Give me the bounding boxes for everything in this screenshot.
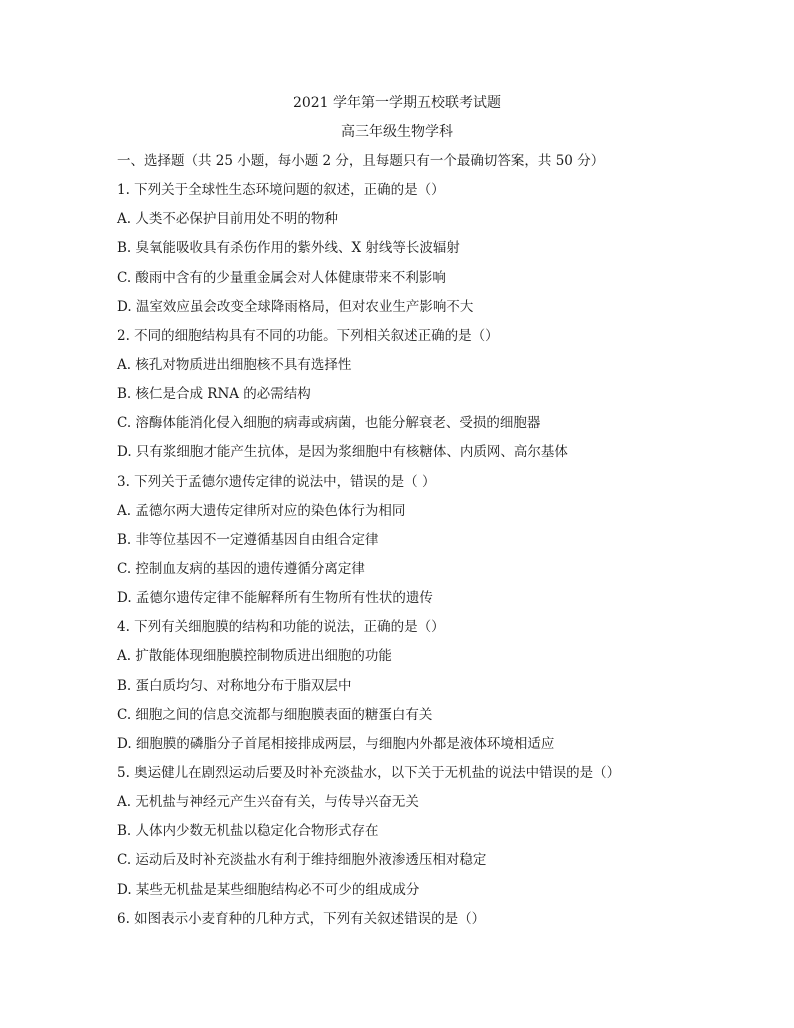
question-1-option-a: A. 人类不必保护目前用处不明的物种 bbox=[117, 211, 338, 228]
question-3-option-d: D. 孟德尔遗传定律不能解释所有生物所有性状的遗传 bbox=[117, 590, 433, 607]
question-3-option-b: B. 非等位基因不一定遵循基因自由组合定律 bbox=[117, 531, 379, 548]
question-4-option-c: C. 细胞之间的信息交流都与细胞膜表面的糖蛋白有关 bbox=[117, 706, 433, 723]
question-3-option-a: A. 孟德尔两大遗传定律所对应的染色体行为相同 bbox=[117, 502, 406, 519]
exam-subtitle: 高三年级生物学科 bbox=[341, 124, 453, 140]
question-3-stem: 3. 下列关于孟德尔遗传定律的说法中，错误的是（ ） bbox=[117, 473, 436, 490]
question-6-stem: 6. 如图表示小麦育种的几种方式，下列有关叙述错误的是（） bbox=[117, 910, 486, 927]
exam-title: 2021 学年第一学期五校联考试题 bbox=[292, 95, 502, 111]
question-1-option-d: D. 温室效应虽会改变全球降雨格局，但对农业生产影响不大 bbox=[117, 298, 474, 315]
question-5-option-a: A. 无机盐与神经元产生兴奋有关，与传导兴奋无关 bbox=[117, 794, 419, 811]
question-4-option-a: A. 扩散能体现细胞膜控制物质进出细胞的功能 bbox=[117, 648, 392, 665]
question-2-option-d: D. 只有浆细胞才能产生抗体，是因为浆细胞中有核糖体、内质网、高尔基体 bbox=[117, 444, 568, 461]
question-5-option-c: C. 运动后及时补充淡盐水有利于维持细胞外液渗透压相对稳定 bbox=[117, 852, 487, 869]
question-4-stem: 4. 下列有关细胞膜的结构和功能的说法，正确的是（） bbox=[117, 619, 445, 636]
question-2-stem: 2. 不同的细胞结构具有不同的功能。下列相关叙述正确的是（） bbox=[117, 327, 499, 344]
question-5-option-d: D. 某些无机盐是某些细胞结构必不可少的组成成分 bbox=[117, 881, 420, 898]
question-4-option-b: B. 蛋白质均匀、对称地分布于脂双层中 bbox=[117, 677, 352, 694]
question-2-option-b: B. 核仁是合成 RNA 的必需结构 bbox=[117, 386, 311, 403]
question-1-option-b: B. 臭氧能吸收具有杀伤作用的紫外线、X 射线等长波辐射 bbox=[117, 240, 460, 257]
question-1-stem: 1. 下列关于全球性生态环境问题的叙述，正确的是（） bbox=[117, 182, 445, 199]
question-1-option-c: C. 酸雨中含有的少量重金属会对人体健康带来不利影响 bbox=[117, 269, 446, 286]
question-5-option-b: B. 人体内少数无机盐以稳定化合物形式存在 bbox=[117, 823, 379, 840]
question-2-option-a: A. 核孔对物质进出细胞核不具有选择性 bbox=[117, 356, 352, 373]
question-5-stem: 5. 奥运健儿在剧烈运动后要及时补充淡盐水，以下关于无机盐的说法中错误的是（） bbox=[117, 764, 621, 781]
question-list bbox=[117, 152, 777, 939]
question-2-option-c: C. 溶酶体能消化侵入细胞的病毒或病菌，也能分解衰老、受损的细胞器 bbox=[117, 415, 541, 432]
section-heading: 一、选择题（共 25 小题，每小题 2 分，且每题只有一个最确切答案，共 50 分） bbox=[117, 153, 605, 169]
question-4-option-d: D. 细胞膜的磷脂分子首尾相接排成两层，与细胞内外都是液体环境相适应 bbox=[117, 735, 555, 752]
question-3-option-c: C. 控制血友病的基因的遗传遵循分离定律 bbox=[117, 560, 365, 577]
